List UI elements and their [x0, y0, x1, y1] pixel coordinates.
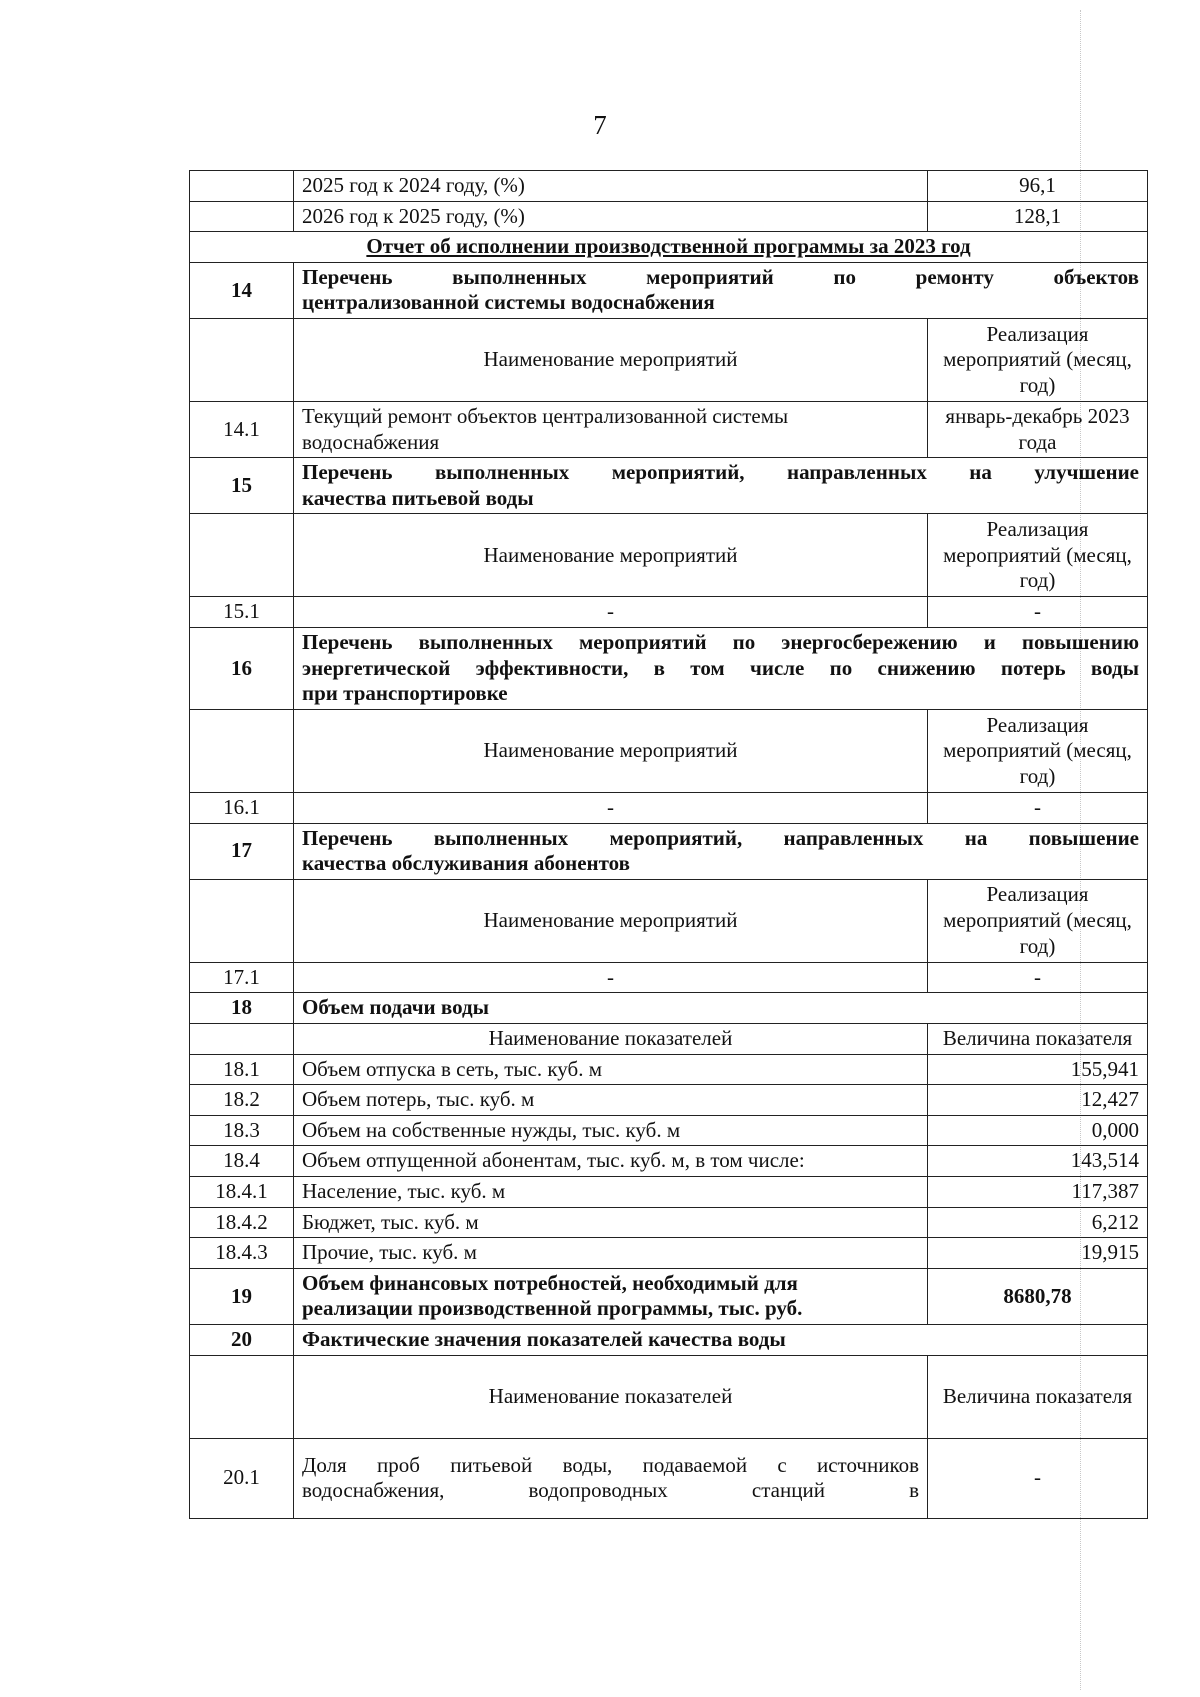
- row-number: 18.4.2: [190, 1207, 294, 1238]
- indicator-value: 155,941: [928, 1054, 1148, 1085]
- column-header-name: Наименование мероприятий: [294, 319, 928, 402]
- table-row: [190, 171, 1148, 202]
- indicator-name: Объем отпуска в сеть, тыс. куб. м: [294, 1054, 928, 1085]
- table-row: [190, 792, 1148, 823]
- production-program-table: [189, 170, 1148, 1519]
- section-number: 19: [190, 1268, 294, 1324]
- section-title-line: реализации производственной программы, тыс. руб.: [302, 1296, 803, 1321]
- section-title-line: централизованной системы водоснабжения: [302, 290, 715, 315]
- table-row: [190, 1054, 1148, 1085]
- row-number-cell: [190, 1355, 294, 1438]
- row-number: 18.4.3: [190, 1238, 294, 1269]
- section-title: [294, 458, 1148, 514]
- indicator-name: Объем отпущенной абонентам, тыс. куб. м, в том числе:: [294, 1146, 928, 1177]
- activity-implementation: -: [928, 792, 1148, 823]
- section-title: [294, 823, 1148, 879]
- section-number: 20: [190, 1325, 294, 1356]
- section-title: [294, 628, 1148, 710]
- section-title-line: Перечень выполненных мероприятий, направленных на улучшение: [302, 460, 1139, 485]
- column-header-row: [190, 514, 1148, 597]
- column-header-value: Величина показателя: [928, 1355, 1148, 1438]
- column-header-row: [190, 879, 1148, 962]
- section-header-20: [190, 1325, 1148, 1356]
- indicator-value: 128,1: [928, 201, 1148, 232]
- indicator-value: 19,915: [928, 1238, 1148, 1269]
- row-number: 18.3: [190, 1115, 294, 1146]
- table-row: [190, 1085, 1148, 1116]
- table-row: [190, 1438, 1148, 1518]
- page-number: 7: [593, 110, 607, 140]
- table-row: [190, 1146, 1148, 1177]
- indicator-value: 117,387: [928, 1177, 1148, 1208]
- column-header-name: Наименование показателей: [294, 1355, 928, 1438]
- section-title-line: Объем финансовых потребностей, необходимый для: [302, 1270, 798, 1295]
- indicator-name: Бюджет, тыс. куб. м: [294, 1207, 928, 1238]
- table-row: [190, 1207, 1148, 1238]
- table-row: [190, 201, 1148, 232]
- section-title-line: энергетической эффективности, в том числе по снижению потерь воды: [302, 655, 1139, 680]
- section-number: 18: [190, 993, 294, 1024]
- activity-name: -: [294, 962, 928, 993]
- financial-needs-value: 8680,78: [928, 1268, 1148, 1324]
- section-title: Фактические значения показателей качества воды: [294, 1325, 1148, 1356]
- indicator-name: 2025 год к 2024 году, (%): [294, 171, 928, 202]
- indicator-name: Объем на собственные нужды, тыс. куб. м: [294, 1115, 928, 1146]
- section-header-16: [190, 628, 1148, 710]
- indicator-value: 6,212: [928, 1207, 1148, 1238]
- section-header-17: [190, 823, 1148, 879]
- row-number: 18.4.1: [190, 1177, 294, 1208]
- section-number: 17: [190, 823, 294, 879]
- column-header-value: Величина показателя: [928, 1023, 1148, 1054]
- table-row: [190, 1177, 1148, 1208]
- row-number-cell: [190, 709, 294, 792]
- section-header-18: [190, 993, 1148, 1024]
- section-header-19: [190, 1268, 1148, 1324]
- activity-implementation: -: [928, 962, 1148, 993]
- row-number: 18.1: [190, 1054, 294, 1085]
- indicator-value: 96,1: [928, 171, 1148, 202]
- column-header-name: Наименование мероприятий: [294, 709, 928, 792]
- row-number: 18.2: [190, 1085, 294, 1116]
- row-number: 16.1: [190, 792, 294, 823]
- row-number-cell: [190, 514, 294, 597]
- report-title: Отчет об исполнении производственной программы за 2023 год: [190, 232, 1148, 263]
- section-header-15: [190, 458, 1148, 514]
- section-title-line: при транспортировке: [302, 681, 508, 706]
- indicator-name: Население, тыс. куб. м: [294, 1177, 928, 1208]
- row-number-cell: [190, 879, 294, 962]
- activity-name: Текущий ремонт объектов централизованной системы водоснабжения: [294, 402, 928, 458]
- section-title: [294, 262, 1148, 318]
- table-row: [190, 1115, 1148, 1146]
- column-header-implementation: Реализация мероприятий (месяц, год): [928, 879, 1148, 962]
- section-title-line: качества питьевой воды: [302, 485, 534, 510]
- row-number: 14.1: [190, 402, 294, 458]
- section-header-14: [190, 262, 1148, 318]
- activity-implementation: -: [928, 597, 1148, 628]
- section-title: Объем подачи воды: [294, 993, 1148, 1024]
- table-row: [190, 402, 1148, 458]
- column-header-row: [190, 1355, 1148, 1438]
- indicator-name-line: Доля проб питьевой воды, подаваемой с источников: [302, 1452, 919, 1477]
- row-number-cell: [190, 1023, 294, 1054]
- column-header-name: Наименование мероприятий: [294, 514, 928, 597]
- section-title-line: Перечень выполненных мероприятий, направленных на повышение: [302, 825, 1139, 850]
- row-number-cell: [190, 171, 294, 202]
- section-title-line: качества обслуживания абонентов: [302, 851, 630, 876]
- row-number: 20.1: [190, 1438, 294, 1518]
- section-title: [294, 1268, 928, 1324]
- row-number: 18.4: [190, 1146, 294, 1177]
- indicator-value: -: [928, 1438, 1148, 1518]
- activity-implementation: январь-декабрь 2023 года: [928, 402, 1148, 458]
- report-title-row: [190, 232, 1148, 263]
- column-header-row: [190, 1023, 1148, 1054]
- column-header-implementation: Реализация мероприятий (месяц, год): [928, 514, 1148, 597]
- activity-name: -: [294, 792, 928, 823]
- table-row: [190, 962, 1148, 993]
- indicator-name-line: водоснабжения, водопроводных станций в: [302, 1478, 919, 1503]
- column-header-row: [190, 709, 1148, 792]
- column-header-implementation: Реализация мероприятий (месяц, год): [928, 319, 1148, 402]
- section-title-line: Перечень выполненных мероприятий по ремонту объектов: [302, 264, 1139, 289]
- column-header-row: [190, 319, 1148, 402]
- indicator-name: Прочие, тыс. куб. м: [294, 1238, 928, 1269]
- table-row: [190, 1238, 1148, 1269]
- section-number: 16: [190, 628, 294, 710]
- row-number-cell: [190, 201, 294, 232]
- column-header-name: Наименование показателей: [294, 1023, 928, 1054]
- row-number: 15.1: [190, 597, 294, 628]
- indicator-value: 0,000: [928, 1115, 1148, 1146]
- indicator-name: Объем потерь, тыс. куб. м: [294, 1085, 928, 1116]
- indicator-name: [294, 1438, 928, 1518]
- row-number: 17.1: [190, 962, 294, 993]
- section-number: 15: [190, 458, 294, 514]
- column-header-name: Наименование мероприятий: [294, 879, 928, 962]
- table-row: [190, 597, 1148, 628]
- indicator-name: 2026 год к 2025 году, (%): [294, 201, 928, 232]
- indicator-value: 143,514: [928, 1146, 1148, 1177]
- column-header-implementation: Реализация мероприятий (месяц, год): [928, 709, 1148, 792]
- section-number: 14: [190, 262, 294, 318]
- indicator-value: 12,427: [928, 1085, 1148, 1116]
- section-title-line: Перечень выполненных мероприятий по энергосбережению и повышению: [302, 630, 1139, 655]
- row-number-cell: [190, 319, 294, 402]
- activity-name: -: [294, 597, 928, 628]
